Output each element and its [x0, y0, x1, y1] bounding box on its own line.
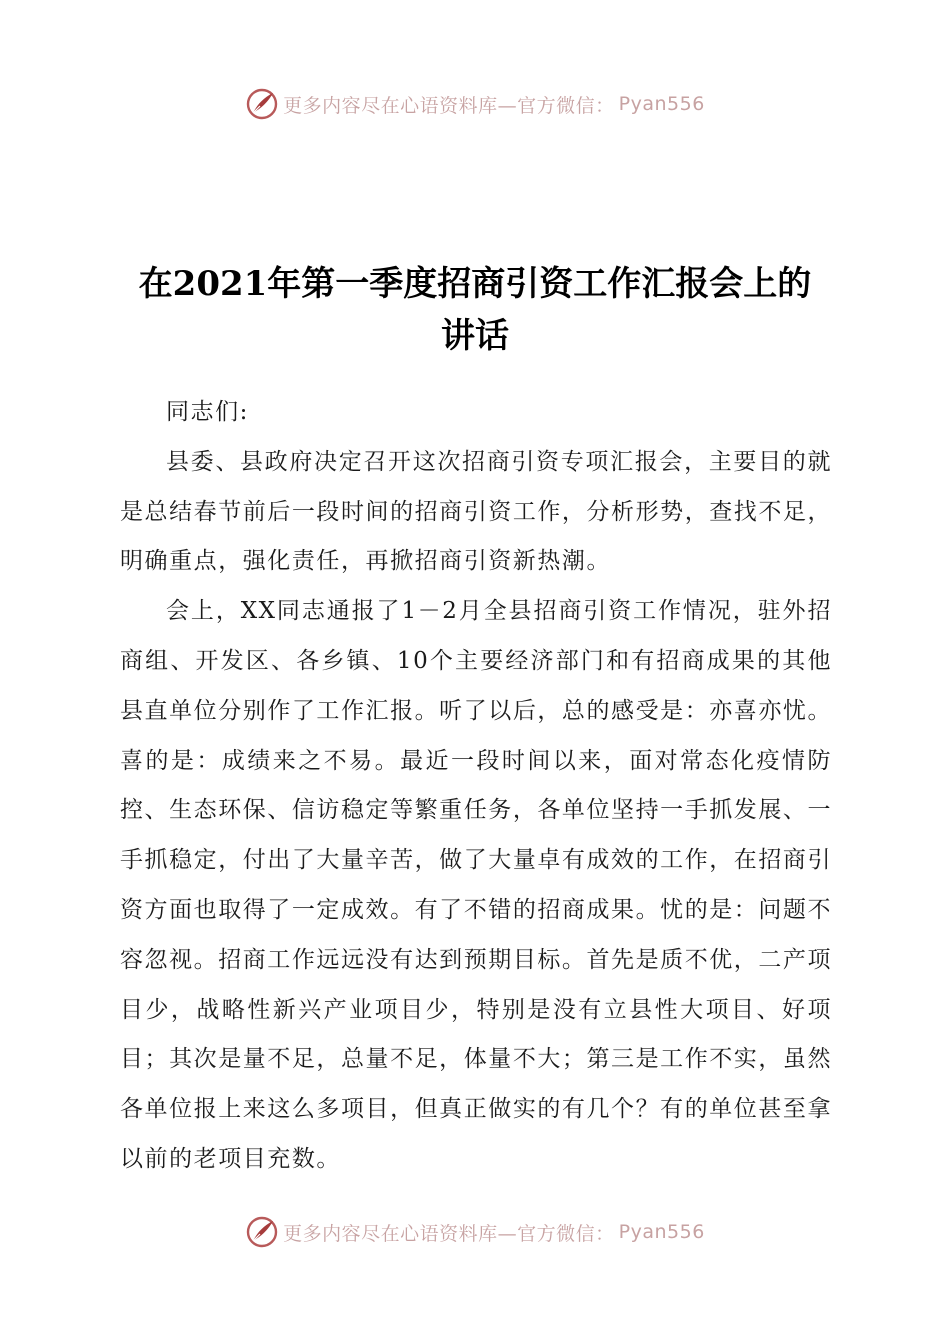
- quill-pen-logo-icon: [245, 87, 279, 121]
- quill-pen-logo-icon: [245, 1215, 279, 1249]
- body-paragraph: 县委、县政府决定召开这次招商引资专项汇报会，主要目的就是总结春节前后一段时间的招商引资工作，分析形势，查找不足，明确重点，强化责任，再掀招商引资新热潮。: [120, 448, 832, 575]
- document-body: [120, 388, 832, 1185]
- header-watermark: [0, 84, 950, 124]
- watermark-text: 更多内容尽在心语资料库—官方微信：: [283, 94, 615, 117]
- watermark-wechat-id: Pyan556: [618, 93, 705, 115]
- salutation: 同志们:: [166, 399, 249, 425]
- footer-watermark: [0, 1212, 950, 1252]
- watermark-wechat-id: Pyan556: [618, 1221, 705, 1243]
- title-line-1: 在2021年第一季度招商引资工作汇报会上的: [138, 264, 812, 304]
- document-title: [80, 258, 870, 362]
- title-line-2: 讲话: [441, 316, 509, 356]
- watermark-text: 更多内容尽在心语资料库—官方微信：: [283, 1222, 615, 1245]
- body-paragraph: 会上，XX同志通报了1－2月全县招商引资工作情况，驻外招商组、开发区、各乡镇、10个主要经济部门和有招商成果的其他县直单位分别作了工作汇报。听了以后，总的感受是：亦喜亦忧。喜的是：成绩来之不易。最近一段时间以来，面对常态化疫情防控、生态环保、信访稳定等繁重任务，各单位坚持一手抓发展、一手抓稳定，付出了大量辛苦，做了大量卓有成效的工作，在招商引资方面也取得了一定成效。有了不错的招商成果。忧的是：问题不容忽视。招商工作远远没有达到预期目标。首先是质不优，二产项目少，战略性新兴产业项目少，特别是没有立县性大项目、好项目；其次是量不足，总量不足，体量不大；第三是工作不实，虽然各单位报上来这么多项目，但真正做实的有几个？有的单位甚至拿以前的老项目充数。: [120, 598, 832, 1172]
